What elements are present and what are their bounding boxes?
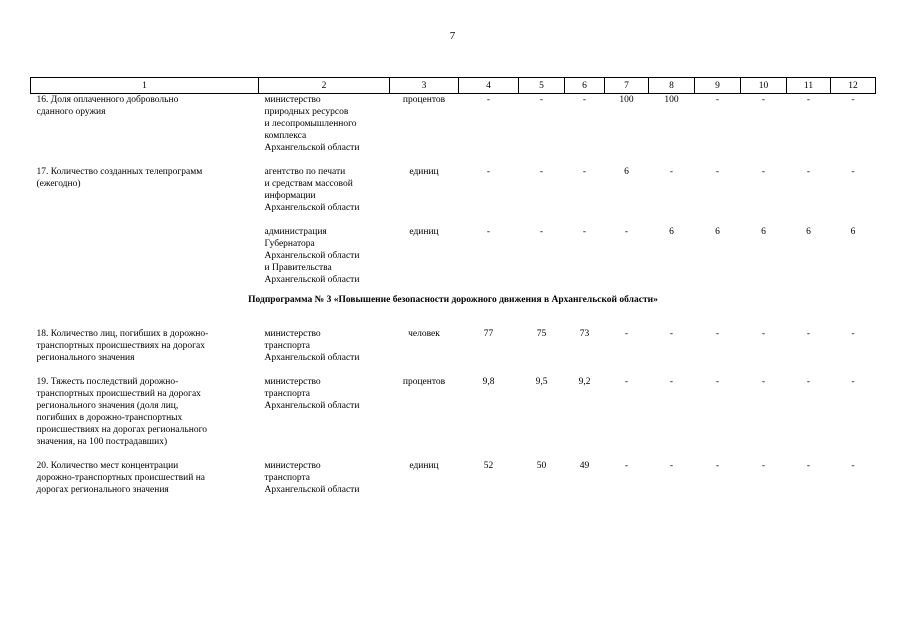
table-row: [31, 376, 876, 448]
spacer-row: [31, 154, 876, 166]
spacer-cell: [31, 154, 876, 166]
col-header: 10: [741, 78, 787, 94]
indicator-name: [31, 166, 259, 214]
value-cell: 6: [850, 227, 856, 237]
indicator-name: [31, 460, 259, 496]
col-header: 5: [519, 78, 565, 94]
value-cell: -: [669, 461, 674, 471]
unit-cell: человек: [408, 329, 440, 339]
cell-line: 18. Количество лиц, погибших в дорожно-: [36, 329, 209, 339]
value-cell: 6: [715, 227, 720, 237]
value-cell: 100: [664, 95, 679, 105]
cell-line: происшествиях на дорогах регионального: [36, 425, 207, 435]
value-cell: -: [624, 461, 629, 471]
cell-line: транспорта: [264, 473, 310, 483]
cell-line: и Правительства: [264, 263, 332, 273]
cell-line: министерство: [264, 461, 321, 471]
table-row: [31, 328, 876, 364]
cell-line: информации: [264, 191, 316, 201]
section-title: Подпрограмма № 3 «Повышение безопасности дорожного движения в Архангельской области»: [248, 295, 658, 305]
cell-line: 19. Тяжесть последствий дорожно-: [36, 377, 179, 387]
responsible-org: [259, 328, 390, 364]
cell-line: транспортных происшествий на дорогах: [36, 389, 201, 399]
value-cell: -: [669, 377, 674, 387]
table-row: [31, 94, 876, 155]
value-cell: -: [851, 95, 855, 105]
value-cell: 6: [624, 167, 629, 177]
unit-cell: единиц: [409, 167, 439, 177]
table-row: [31, 460, 876, 496]
responsible-org: [259, 226, 390, 286]
page-number: 7: [449, 30, 456, 42]
cell-line: значения, на 100 пострадавших): [36, 437, 168, 447]
cell-line: министерство: [264, 329, 321, 339]
cell-line: Архангельской области: [264, 143, 360, 153]
header-row: [31, 78, 876, 94]
value-cell: -: [539, 95, 544, 105]
value-cell: -: [669, 329, 674, 339]
value-cell: -: [851, 167, 855, 177]
col-header: 11: [787, 78, 831, 94]
value-cell: -: [806, 461, 811, 471]
unit-cell: процентов: [402, 95, 446, 105]
responsible-org: [259, 460, 390, 496]
unit-cell: процентов: [402, 377, 446, 387]
cell-line: Архангельской области: [264, 353, 360, 363]
value-cell: -: [624, 227, 629, 237]
value-cell: -: [761, 167, 766, 177]
col-header: 9: [695, 78, 741, 94]
value-cell: -: [806, 329, 811, 339]
value-cell: 9,2: [578, 377, 591, 387]
spacer-row: [31, 364, 876, 376]
value-cell: -: [851, 377, 855, 387]
indicator-name: [31, 376, 259, 448]
value-cell: -: [761, 329, 766, 339]
indicator-name: [31, 328, 259, 364]
cell-line: и средствам массовой: [264, 179, 353, 189]
cell-line: министерство: [264, 95, 321, 105]
responsible-org: [259, 376, 390, 448]
cell-line: комплекса: [264, 131, 307, 141]
value-cell: 49: [579, 461, 590, 471]
responsible-org: [259, 94, 390, 155]
cell-line: сданного оружия: [36, 107, 106, 117]
cell-line: дорогах регионального значения: [36, 485, 169, 495]
value-cell: -: [624, 377, 629, 387]
col-header: 12: [831, 78, 876, 94]
value-cell: 9,5: [535, 377, 548, 387]
cell-line: транспортных происшествиях на дорогах: [36, 341, 205, 351]
spacer-row: [31, 448, 876, 460]
value-cell: 100: [619, 95, 634, 105]
cell-line: 20. Количество мест концентрации: [36, 461, 179, 471]
indicator-name: [31, 226, 259, 286]
spacer-cell: [31, 364, 876, 376]
indicators-table: [30, 77, 876, 496]
cell-line: транспорта: [264, 341, 310, 351]
value-cell: -: [486, 167, 491, 177]
value-cell: -: [761, 377, 766, 387]
value-cell: -: [806, 167, 811, 177]
cell-line: Архангельской области: [264, 251, 360, 261]
value-cell: 75: [536, 329, 547, 339]
value-cell: -: [851, 329, 855, 339]
value-cell: 6: [761, 227, 766, 237]
value-cell: -: [669, 167, 674, 177]
spacer-cell: [31, 214, 876, 226]
value-cell: -: [715, 329, 720, 339]
value-cell: -: [582, 227, 587, 237]
cell-line: природных ресурсов: [264, 107, 349, 117]
cell-line: 17. Количество созданных телепрограмм: [36, 167, 203, 177]
cell-line: Губернатора: [264, 239, 315, 249]
unit-cell: единиц: [409, 461, 439, 471]
value-cell: 73: [579, 329, 590, 339]
value-cell: -: [761, 95, 766, 105]
value-cell: -: [539, 227, 544, 237]
value-cell: -: [715, 95, 720, 105]
value-cell: -: [582, 167, 587, 177]
col-header: 3: [390, 78, 459, 94]
value-cell: -: [715, 461, 720, 471]
value-cell: -: [582, 95, 587, 105]
cell-line: погибших в дорожно-транспортных: [36, 413, 183, 423]
unit-cell: единиц: [409, 227, 439, 237]
cell-line: дорожно-транспортных происшествий на: [36, 473, 205, 483]
cell-line: агентство по печати: [264, 167, 346, 177]
value-cell: -: [761, 461, 766, 471]
cell-line: транспорта: [264, 389, 310, 399]
cell-line: Архангельской области: [264, 275, 360, 285]
value-cell: -: [486, 227, 491, 237]
col-header: 8: [649, 78, 695, 94]
value-cell: 52: [483, 461, 494, 471]
col-header: 7: [605, 78, 649, 94]
value-cell: 6: [669, 227, 674, 237]
value-cell: -: [806, 377, 811, 387]
cell-line: Архангельской области: [264, 485, 360, 495]
value-cell: -: [715, 377, 720, 387]
spacer-cell: [31, 448, 876, 460]
table-row: [31, 226, 876, 286]
responsible-org: [259, 166, 390, 214]
col-header: 6: [565, 78, 605, 94]
value-cell: 50: [536, 461, 547, 471]
value-cell: -: [486, 95, 491, 105]
value-cell: -: [539, 167, 544, 177]
col-header: 1: [31, 78, 259, 94]
cell-line: Архангельской области: [264, 203, 360, 213]
cell-line: регионального значения: [36, 353, 135, 363]
value-cell: -: [851, 461, 855, 471]
value-cell: 9,8: [482, 377, 495, 387]
cell-line: 16. Доля оплаченного добровольно: [36, 95, 179, 105]
table-row: [31, 166, 876, 214]
value-cell: -: [715, 167, 720, 177]
cell-line: Архангельской области: [264, 401, 360, 411]
col-header: 2: [259, 78, 390, 94]
indicator-name: [31, 94, 259, 155]
cell-line: (ежегодно): [36, 179, 81, 189]
value-cell: 6: [806, 227, 811, 237]
value-cell: -: [624, 329, 629, 339]
cell-line: министерство: [264, 377, 321, 387]
value-cell: 77: [483, 329, 494, 339]
value-cell: -: [806, 95, 811, 105]
section-row: [31, 286, 876, 328]
spacer-row: [31, 214, 876, 226]
cell-line: регионального значения (доля лиц,: [36, 401, 179, 411]
cell-line: администрация: [264, 227, 327, 237]
col-header: 4: [459, 78, 519, 94]
cell-line: и лесопромышленного: [264, 119, 357, 129]
